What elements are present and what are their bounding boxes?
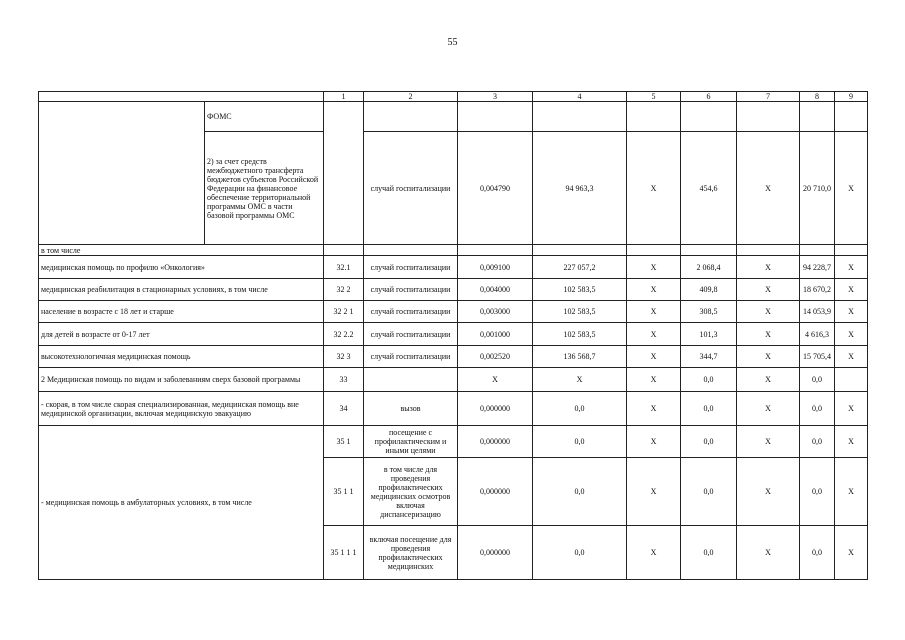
row-c4: 0,0 (533, 392, 627, 426)
foms-unit-empty (364, 102, 458, 132)
row-c8: 4 616,3 (800, 323, 835, 346)
empty-cell (364, 245, 458, 256)
table-row (39, 279, 868, 301)
row-code: 34 (324, 392, 364, 426)
col-number-9: 9 (835, 92, 868, 102)
col-number-1: 1 (324, 92, 364, 102)
row-c5: X (627, 368, 681, 392)
row-c8: 94 228,7 (800, 256, 835, 279)
row-unit: случай госпитализации (364, 256, 458, 279)
row-c3: 0,000000 (458, 458, 533, 526)
row-unit: вызов (364, 392, 458, 426)
row-c4: 0,0 (533, 458, 627, 526)
row-c8: 14 053,9 (800, 301, 835, 323)
row-c3: 0,000000 (458, 392, 533, 426)
row-unit: включая посещение для проведения профилактических медицинских (364, 526, 458, 580)
column-number-row (39, 92, 868, 102)
ambulatory-name: - медицинская помощь в амбулаторных условиях, в том числе (39, 426, 324, 580)
row-unit: случай госпитализации (364, 323, 458, 346)
row-c9 (835, 368, 868, 392)
header-name-cell (39, 92, 324, 102)
empty-cell (627, 245, 681, 256)
row-unit: посещение с профилактическим и иными целями (364, 426, 458, 458)
row-c5: X (627, 426, 681, 458)
foms-c7: X (737, 132, 800, 245)
table-row (39, 346, 868, 368)
foms-c8: 20 710,0 (800, 132, 835, 245)
row-c3: 0,004000 (458, 279, 533, 301)
row-c7: X (737, 458, 800, 526)
empty-cell (533, 245, 627, 256)
row-code: 35 1 1 (324, 458, 364, 526)
row-c9: X (835, 392, 868, 426)
table-row (39, 301, 868, 323)
row-c9: X (835, 256, 868, 279)
foms-left-cell (39, 102, 205, 245)
foms-sub-label: 2) за счет средств межбюджетного трансферта бюджетов субъектов Российской Федерации на финансовое обеспечение территориальной программы ОМС в части базовой программы ОМС (205, 132, 324, 245)
row-code: 32 3 (324, 346, 364, 368)
table-row (39, 392, 868, 426)
row-name: медицинская помощь по профилю «Онкология» (39, 256, 324, 279)
empty-cell (800, 245, 835, 256)
empty-cell (737, 102, 800, 132)
row-unit: случай госпитализации (364, 279, 458, 301)
row-unit: в том числе для проведения профилактических медицинских осмотров включая диспансеризацию (364, 458, 458, 526)
row-c4: 102 583,5 (533, 279, 627, 301)
data-table (38, 91, 868, 580)
row-c7: X (737, 256, 800, 279)
page-number: 55 (447, 37, 458, 48)
row-code: 32 2.2 (324, 323, 364, 346)
foms-c4: 94 963,3 (533, 132, 627, 245)
foms-c3: 0,004790 (458, 132, 533, 245)
row-c8: 18 670,2 (800, 279, 835, 301)
row-c8: 0,0 (800, 426, 835, 458)
row-c3: 0,000000 (458, 526, 533, 580)
row-name: высокотехнологичная медицинская помощь (39, 346, 324, 368)
row-c5: X (627, 301, 681, 323)
empty-cell (681, 245, 737, 256)
row-c5: X (627, 256, 681, 279)
col-number-4: 4 (533, 92, 627, 102)
foms-c9: X (835, 132, 868, 245)
row-c4: 102 583,5 (533, 323, 627, 346)
row-c9: X (835, 279, 868, 301)
empty-cell (835, 245, 868, 256)
empty-cell (324, 245, 364, 256)
col-number-2: 2 (364, 92, 458, 102)
foms-unit: случай госпитализации (364, 132, 458, 245)
col-number-7: 7 (737, 92, 800, 102)
row-c4: 136 568,7 (533, 346, 627, 368)
row-c9: X (835, 346, 868, 368)
row-c7: X (737, 526, 800, 580)
row-c5: X (627, 323, 681, 346)
row-c8: 0,0 (800, 526, 835, 580)
row-c9: X (835, 426, 868, 458)
row-c6: 344,7 (681, 346, 737, 368)
row-c9: X (835, 301, 868, 323)
row-c9: X (835, 458, 868, 526)
foms-label: ФОМС (205, 102, 324, 132)
row-code: 32 2 1 (324, 301, 364, 323)
row-code: 32.1 (324, 256, 364, 279)
row-c6: 409,8 (681, 279, 737, 301)
row-c6: 0,0 (681, 526, 737, 580)
row-c6: 0,0 (681, 368, 737, 392)
empty-cell (458, 102, 533, 132)
row-c7: X (737, 368, 800, 392)
empty-cell (800, 102, 835, 132)
row-c7: X (737, 392, 800, 426)
table-row (39, 426, 868, 458)
empty-cell (681, 102, 737, 132)
row-c6: 0,0 (681, 458, 737, 526)
row-code: 33 (324, 368, 364, 392)
col-number-8: 8 (800, 92, 835, 102)
row-c3: 0,001000 (458, 323, 533, 346)
row-c4: X (533, 368, 627, 392)
empty-cell (737, 245, 800, 256)
row-c3: 0,003000 (458, 301, 533, 323)
table-row (39, 256, 868, 279)
row-unit: случай госпитализации (364, 346, 458, 368)
row-c5: X (627, 279, 681, 301)
empty-cell (458, 245, 533, 256)
row-c3: 0,000000 (458, 426, 533, 458)
row-code: 35 1 1 1 (324, 526, 364, 580)
in-total-label: в том числе (39, 245, 324, 256)
row-name: - скорая, в том числе скорая специализированная, медицинская помощь вне медицинской организации, включая медицинскую эвакуацию (39, 392, 324, 426)
row-c7: X (737, 426, 800, 458)
row-c4: 0,0 (533, 426, 627, 458)
row-code: 35 1 (324, 426, 364, 458)
row-unit: случай госпитализации (364, 301, 458, 323)
row-c6: 101,3 (681, 323, 737, 346)
row-name: медицинская реабилитация в стационарных условиях, в том числе (39, 279, 324, 301)
row-c6: 0,0 (681, 426, 737, 458)
row-c8: 0,0 (800, 458, 835, 526)
row-c6: 308,5 (681, 301, 737, 323)
row-c4: 227 057,2 (533, 256, 627, 279)
row-c5: X (627, 392, 681, 426)
row-c9: X (835, 526, 868, 580)
empty-cell (533, 102, 627, 132)
row-c7: X (737, 323, 800, 346)
row-c7: X (737, 279, 800, 301)
table-row (39, 323, 868, 346)
row-name: для детей в возрасте от 0-17 лет (39, 323, 324, 346)
foms-row (39, 102, 868, 132)
row-c7: X (737, 301, 800, 323)
row-c9: X (835, 323, 868, 346)
row-c6: 0,0 (681, 392, 737, 426)
col-number-3: 3 (458, 92, 533, 102)
row-c3: 0,002520 (458, 346, 533, 368)
in-total-row (39, 245, 868, 256)
table-row (39, 368, 868, 392)
row-c3: 0,009100 (458, 256, 533, 279)
row-c6: 2 068,4 (681, 256, 737, 279)
col-number-5: 5 (627, 92, 681, 102)
row-c5: X (627, 526, 681, 580)
row-c8: 15 705,4 (800, 346, 835, 368)
row-c8: 0,0 (800, 392, 835, 426)
foms-c6: 454,6 (681, 132, 737, 245)
row-c7: X (737, 346, 800, 368)
empty-cell (835, 102, 868, 132)
row-c4: 102 583,5 (533, 301, 627, 323)
foms-code (324, 102, 364, 245)
row-name: население в возрасте с 18 лет и старше (39, 301, 324, 323)
row-c5: X (627, 346, 681, 368)
empty-cell (627, 102, 681, 132)
row-name: 2 Медицинская помощь по видам и заболеваниям сверх базовой программы (39, 368, 324, 392)
row-unit (364, 368, 458, 392)
row-c4: 0,0 (533, 526, 627, 580)
col-number-6: 6 (681, 92, 737, 102)
row-c3: X (458, 368, 533, 392)
foms-c5: X (627, 132, 681, 245)
row-code: 32 2 (324, 279, 364, 301)
row-c8: 0,0 (800, 368, 835, 392)
row-c5: X (627, 458, 681, 526)
